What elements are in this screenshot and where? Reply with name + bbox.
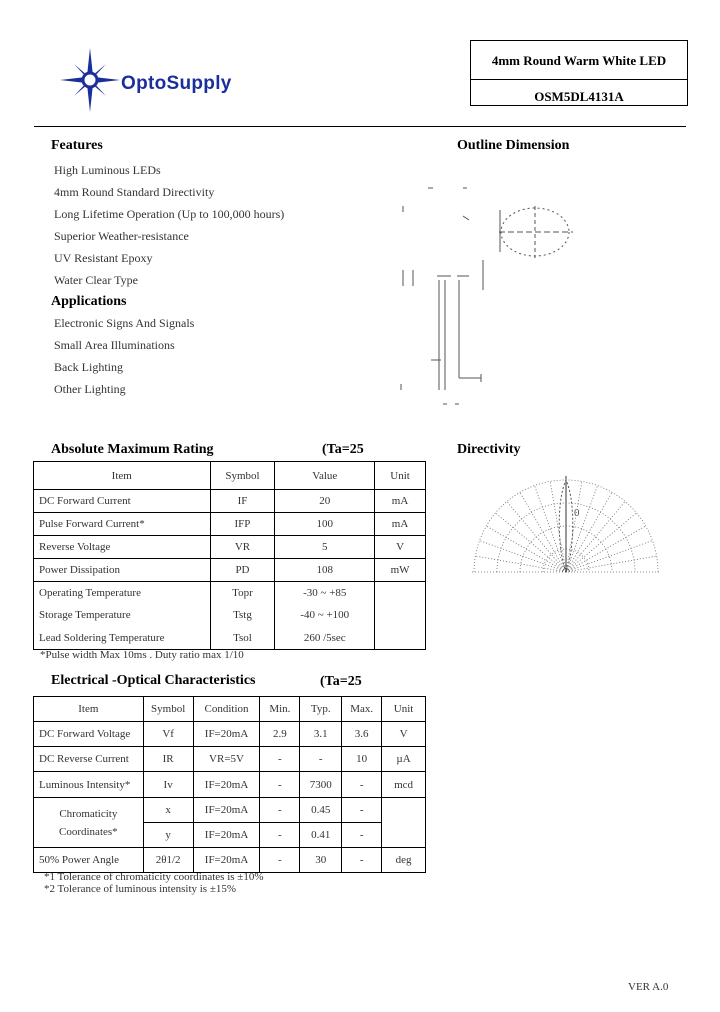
cell-symbol: IF xyxy=(210,490,275,513)
col-condition: Condition xyxy=(193,697,260,722)
col-min: Min. xyxy=(260,697,300,722)
cell-max: 10 xyxy=(342,747,382,772)
cell-typ: - xyxy=(300,747,342,772)
col-item: Item xyxy=(34,697,144,722)
cell-symbol: Vf xyxy=(143,722,193,747)
product-title: 4mm Round Warm White LED xyxy=(491,53,667,68)
eo-table xyxy=(33,696,426,873)
abs-max-heading: Absolute Maximum Rating xyxy=(51,442,214,457)
cell-item: DC Forward Voltage xyxy=(34,722,144,747)
cell-condition: IF=20mA xyxy=(193,823,260,848)
cell-min: - xyxy=(260,747,300,772)
cell-item: Storage Temperature xyxy=(34,604,211,626)
cell-symbol: PD xyxy=(210,559,275,582)
col-symbol: Symbol xyxy=(143,697,193,722)
cell-min: - xyxy=(260,798,300,823)
cell-value: -30 ~ +85 xyxy=(275,582,375,605)
cell-unit: mA xyxy=(375,513,426,536)
application-item: Electronic Signs And Signals xyxy=(54,316,195,330)
outline-dimension-drawing xyxy=(395,180,595,410)
abs-max-note: *Pulse width Max 10ms . Duty ratio max 1/10 xyxy=(40,649,244,661)
abs-max-condition: (Ta=25 xyxy=(322,442,364,457)
cell-condition: IF=20mA xyxy=(193,722,260,747)
col-item: Item xyxy=(34,462,211,490)
col-symbol: Symbol xyxy=(210,462,275,490)
title-box xyxy=(470,40,688,106)
cell-condition: IF=20mA xyxy=(193,798,260,823)
cell-symbol: IFP xyxy=(210,513,275,536)
table-row xyxy=(34,536,426,559)
cell-value: 5 xyxy=(275,536,375,559)
cell-value: 100 xyxy=(275,513,375,536)
cell-symbol: 2θ1/2 xyxy=(143,848,193,873)
cell-symbol: y xyxy=(143,823,193,848)
cell-min: 2.9 xyxy=(260,722,300,747)
table-row xyxy=(34,626,426,650)
cell-symbol: Tstg xyxy=(210,604,275,626)
cell-item: Reverse Voltage xyxy=(34,536,211,559)
application-item: Other Lighting xyxy=(54,382,126,396)
table-row xyxy=(34,798,426,823)
title-divider xyxy=(471,79,687,80)
cell-typ: 0.41 xyxy=(300,823,342,848)
feature-item: UV Resistant Epoxy xyxy=(54,251,153,265)
table-row xyxy=(34,604,426,626)
col-max: Max. xyxy=(342,697,382,722)
cell-item: Luminous Intensity* xyxy=(34,772,144,798)
table-row xyxy=(34,848,426,873)
cell-item: Operating Temperature xyxy=(34,582,211,605)
feature-item: High Luminous LEDs xyxy=(54,163,161,177)
eo-note: *1 Tolerance of chromaticity coordinates is ±10% xyxy=(44,871,264,883)
table-row xyxy=(34,490,426,513)
col-unit: Unit xyxy=(382,697,426,722)
features-heading: Features xyxy=(51,138,103,153)
version-label: VER A.0 xyxy=(628,981,669,993)
cell-max: - xyxy=(342,772,382,798)
cell-typ: 3.1 xyxy=(300,722,342,747)
directivity-scale-label: 0 xyxy=(574,507,580,519)
feature-item: Superior Weather-resistance xyxy=(54,229,189,243)
table-header-row xyxy=(34,462,426,490)
cell-max: - xyxy=(342,823,382,848)
feature-item: Water Clear Type xyxy=(54,273,138,287)
table-row xyxy=(34,513,426,536)
cell-typ: 30 xyxy=(300,848,342,873)
table-row xyxy=(34,559,426,582)
cell-unit: V xyxy=(375,536,426,559)
cell-unit: mW xyxy=(375,559,426,582)
cell-item: DC Forward Current xyxy=(34,490,211,513)
cell-symbol: Iv xyxy=(143,772,193,798)
optosupply-logo-icon xyxy=(60,48,120,112)
cell-symbol: Topr xyxy=(210,582,275,605)
brand-name: OptoSupply xyxy=(121,73,232,94)
outline-heading: Outline Dimension xyxy=(457,138,570,153)
cell-value: -40 ~ +100 xyxy=(275,604,375,626)
cell-condition: VR=5V xyxy=(193,747,260,772)
cell-value: 20 xyxy=(275,490,375,513)
cell-item: 50% Power Angle xyxy=(34,848,144,873)
chromaticity-line1: Chromaticity xyxy=(59,807,118,820)
cell-value: 260 /5sec xyxy=(275,626,375,650)
eo-note: *2 Tolerance of luminous intensity is ±15% xyxy=(44,883,237,895)
cell-unit xyxy=(375,626,426,650)
cell-symbol: Tsol xyxy=(210,626,275,650)
cell-max: - xyxy=(342,798,382,823)
table-row xyxy=(34,722,426,747)
table-row xyxy=(34,582,426,605)
cell-max: - xyxy=(342,848,382,873)
cell-typ: 7300 xyxy=(300,772,342,798)
col-unit: Unit xyxy=(375,462,426,490)
cell-unit xyxy=(375,604,426,626)
directivity-heading: Directivity xyxy=(457,442,521,457)
header-rule xyxy=(34,126,686,127)
cell-condition: IF=20mA xyxy=(193,772,260,798)
cell-item: Lead Soldering Temperature xyxy=(34,626,211,650)
cell-min: - xyxy=(260,772,300,798)
cell-typ: 0.45 xyxy=(300,798,342,823)
eo-condition: (Ta=25 xyxy=(320,674,362,689)
applications-heading: Applications xyxy=(51,294,127,309)
cell-unit: µA xyxy=(382,747,426,772)
col-typ: Typ. xyxy=(300,697,342,722)
cell-item: Pulse Forward Current* xyxy=(34,513,211,536)
cell-min: - xyxy=(260,848,300,873)
application-item: Back Lighting xyxy=(54,360,123,374)
cell-value: 108 xyxy=(275,559,375,582)
cell-max: 3.6 xyxy=(342,722,382,747)
cell-unit xyxy=(375,582,426,605)
feature-item: 4mm Round Standard Directivity xyxy=(54,185,215,199)
cell-symbol: VR xyxy=(210,536,275,559)
table-row xyxy=(34,747,426,772)
cell-condition: IF=20mA xyxy=(193,848,260,873)
cell-item-chromaticity xyxy=(34,798,144,848)
table-row xyxy=(34,772,426,798)
chromaticity-line2: Coordinates* xyxy=(59,825,118,838)
cell-item: DC Reverse Current xyxy=(34,747,144,772)
eo-heading: Electrical -Optical Characteristics xyxy=(51,673,256,688)
col-value: Value xyxy=(275,462,375,490)
application-item: Small Area Illuminations xyxy=(54,338,175,352)
cell-symbol: IR xyxy=(143,747,193,772)
table-header-row xyxy=(34,697,426,722)
directivity-diagram xyxy=(466,472,666,578)
cell-unit: mcd xyxy=(382,772,426,798)
cell-unit: mA xyxy=(375,490,426,513)
cell-unit xyxy=(382,798,426,848)
cell-unit: deg xyxy=(382,848,426,873)
feature-item: Long Lifetime Operation (Up to 100,000 hours) xyxy=(54,207,285,221)
abs-max-table xyxy=(33,461,426,650)
cell-symbol: x xyxy=(143,798,193,823)
cell-item: Power Dissipation xyxy=(34,559,211,582)
part-number: OSM5DL4131A xyxy=(534,89,624,104)
cell-unit: V xyxy=(382,722,426,747)
cell-min: - xyxy=(260,823,300,848)
